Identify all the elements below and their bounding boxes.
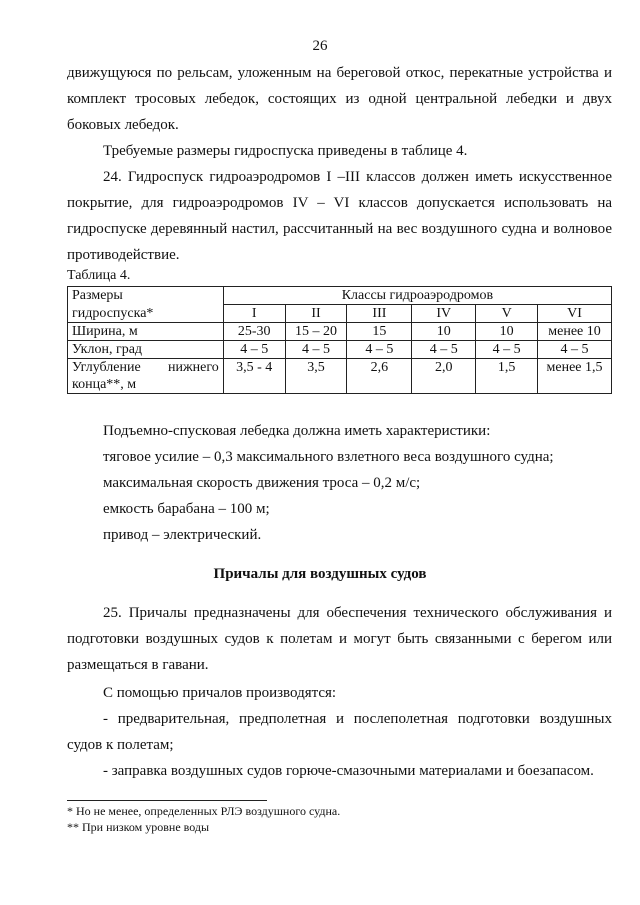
winch-intro: Подъемно-спусковая лебедка должна иметь характеристики:: [103, 423, 491, 439]
table-cell: 4 – 5: [347, 341, 412, 359]
table-cell: 10: [412, 323, 476, 341]
table-cell: 4 – 5: [538, 341, 612, 359]
winch-item: емкость барабана – 100 м;: [103, 501, 270, 517]
bullet-item: - предварительная, предполетная и послеполетная подготовки воздушных судов к полетам;: [67, 711, 612, 753]
footnote: ** При низком уровне воды: [67, 820, 210, 834]
header-sizes-line2: гидроспуска*: [68, 305, 224, 323]
paragraph-help: С помощью причалов производятся:: [103, 685, 337, 701]
table-cell: 4 – 5: [223, 341, 285, 359]
table-cell: 15: [347, 323, 412, 341]
bullet-item: - заправка воздушных судов горюче-смазочными материалами и боезапасом.: [103, 763, 594, 779]
class-cell: IV: [412, 305, 476, 323]
row-label: Ширина, м: [68, 323, 224, 341]
header-classes: Классы гидроаэродромов: [223, 287, 611, 305]
table-cell: 3,5 - 4: [223, 359, 285, 394]
class-cell: III: [347, 305, 412, 323]
paragraph-25: 25. Причалы предназначены для обеспечения технического обслуживания и подготовки воздушных судов к полетам и могут быть связанными с берегом или размещаться в гавани.: [67, 605, 612, 673]
paragraph-table-reference: Требуемые размеры гидроспуска приведены в таблице 4.: [103, 143, 468, 159]
table-cell: 2,6: [347, 359, 412, 394]
class-cell: II: [285, 305, 347, 323]
header-sizes: Размеры: [68, 287, 224, 305]
table-cell: 25-30: [223, 323, 285, 341]
winch-item: максимальная скорость движения троса – 0,2 м/с;: [103, 475, 421, 491]
table-cell: 15 – 20: [285, 323, 347, 341]
row-label: [68, 359, 224, 394]
table-cell: менее 10: [538, 323, 612, 341]
paragraph-24: 24. Гидроспуск гидроаэродромов I –III классов должен иметь искусственное покрытие, для гидроаэродромов IV – VI классов допускается использовать на гидроспуске деревянный настил, рассчитанный на вес воздушного судна и волновое противодействие.: [67, 169, 612, 263]
table-cell: 4 – 5: [412, 341, 476, 359]
page-number: 26: [312, 38, 328, 54]
row-label: Уклон, град: [68, 341, 224, 359]
footnote: * Но не менее, определенных РЛЭ воздушного судна.: [67, 804, 341, 818]
table-row: [68, 323, 612, 341]
table-cell: 2,0: [412, 359, 476, 394]
section-heading: Причалы для воздушных судов: [213, 566, 427, 582]
table-cell: 10: [476, 323, 538, 341]
footnote-divider: [67, 800, 267, 801]
row-label-line1: Углубление нижнего: [72, 360, 219, 375]
table-row: [68, 359, 612, 394]
table-header-row: [68, 287, 612, 305]
table-cell: 3,5: [285, 359, 347, 394]
winch-item: привод – электрический.: [103, 527, 262, 543]
class-cell: VI: [538, 305, 612, 323]
class-cell: I: [223, 305, 285, 323]
table-cell: 4 – 5: [476, 341, 538, 359]
paragraph-top: движущуюся по рельсам, уложенным на береговой откос, перекатные устройства и комплект тросовых лебедок, состоящих из одной центральной лебедки и двух боковых лебедок.: [67, 65, 612, 133]
table-4: [67, 286, 612, 394]
table-row: [68, 341, 612, 359]
table-cell: 1,5: [476, 359, 538, 394]
table-caption: Таблица 4.: [67, 268, 131, 283]
row-label-line2: конца**, м: [72, 377, 137, 392]
table-class-row: [68, 305, 612, 323]
class-cell: V: [476, 305, 538, 323]
table-cell: 4 – 5: [285, 341, 347, 359]
table-cell: менее 1,5: [538, 359, 612, 394]
winch-item: тяговое усилие – 0,3 максимального взлетного веса воздушного судна;: [103, 449, 554, 465]
